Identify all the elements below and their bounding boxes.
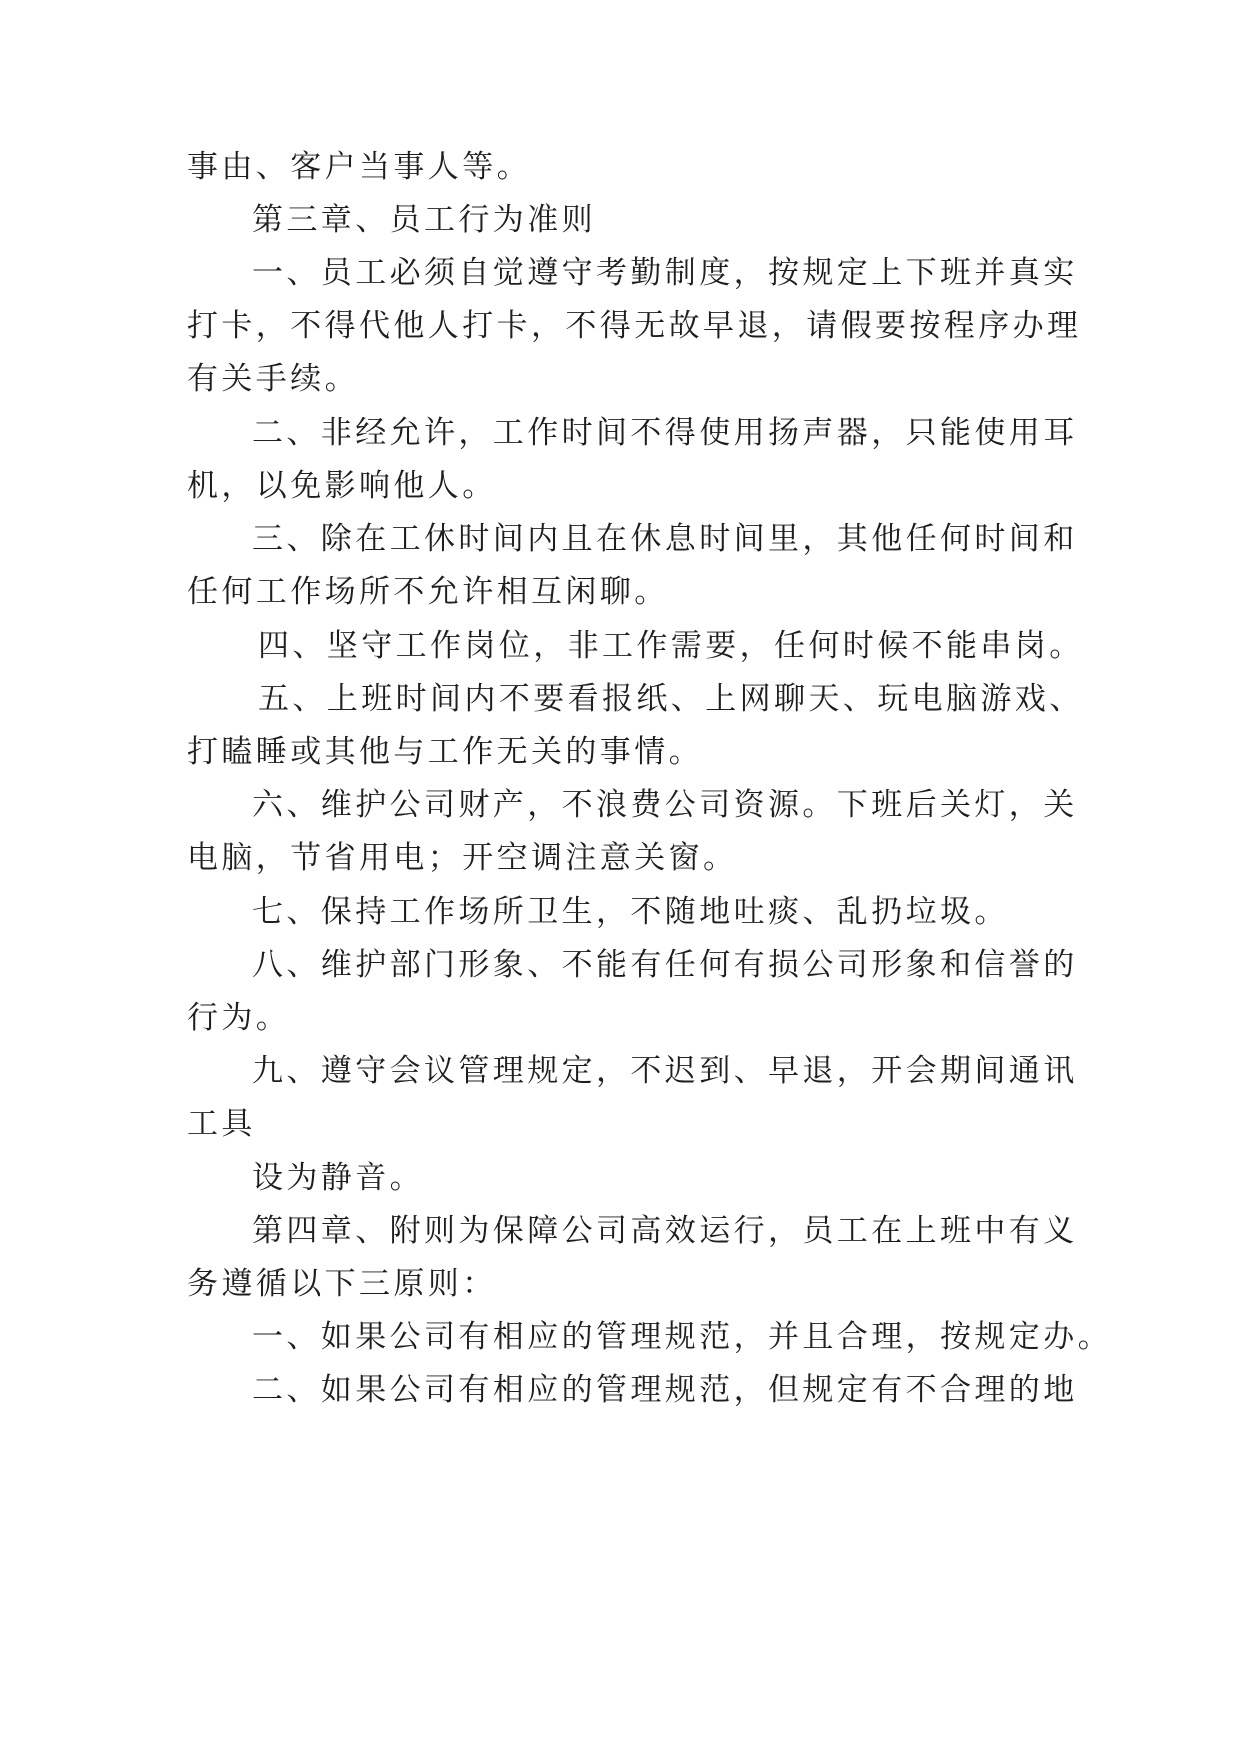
text-line: 打卡，不得代他人打卡，不得无故早退，请假要按程序办理 [187,308,1082,344]
text-line: 有关手续。 [187,361,359,397]
text-line: 任何工作场所不允许相互闲聊。 [187,574,669,610]
text-line: 二、非经允许，工作时间不得使用扬声器，只能使用耳 [252,415,1078,451]
text-line: 设为静音。 [252,1160,424,1196]
text-line: 打瞌睡或其他与工作无关的事情。 [187,734,703,770]
text-line: 电脑，节省用电；开空调注意关窗。 [187,840,738,876]
text-line: 一、员工必须自觉遵守考勤制度，按规定上下班并真实 [252,255,1078,291]
text-line: 二、如果公司有相应的管理规范，但规定有不合理的地 [252,1372,1078,1408]
text-line: 机，以免影响他人。 [187,468,497,504]
text-line: 务遵循以下三原则： [187,1266,497,1302]
text-line: 七、保持工作场所卫生，不随地吐痰、乱扔垃圾。 [252,894,1009,930]
text-line: 四、坚守工作岗位，非工作需要，任何时候不能串岗。 [258,628,1084,664]
text-line: 六、维护公司财产，不浪费公司资源。下班后关灯，关 [252,787,1078,823]
text-line: 一、如果公司有相应的管理规范，并且合理，按规定办。 [252,1319,1112,1355]
text-line: 三、除在工休时间内且在休息时间里，其他任何时间和 [252,521,1078,557]
text-line: 事由、客户当事人等。 [187,149,531,185]
chapter-heading: 第三章、员工行为准则 [252,202,596,238]
text-line: 行为。 [187,1000,291,1036]
text-line: 九、遵守会议管理规定，不迟到、早退，开会期间通讯 [252,1053,1078,1089]
text-line: 八、维护部门形象、不能有任何有损公司形象和信誉的 [252,947,1078,983]
text-line: 工具 [187,1106,256,1142]
text-line: 五、上班时间内不要看报纸、上网聊天、玩电脑游戏、 [258,681,1084,717]
chapter-heading: 第四章、附则为保障公司高效运行，员工在上班中有义 [252,1213,1078,1249]
